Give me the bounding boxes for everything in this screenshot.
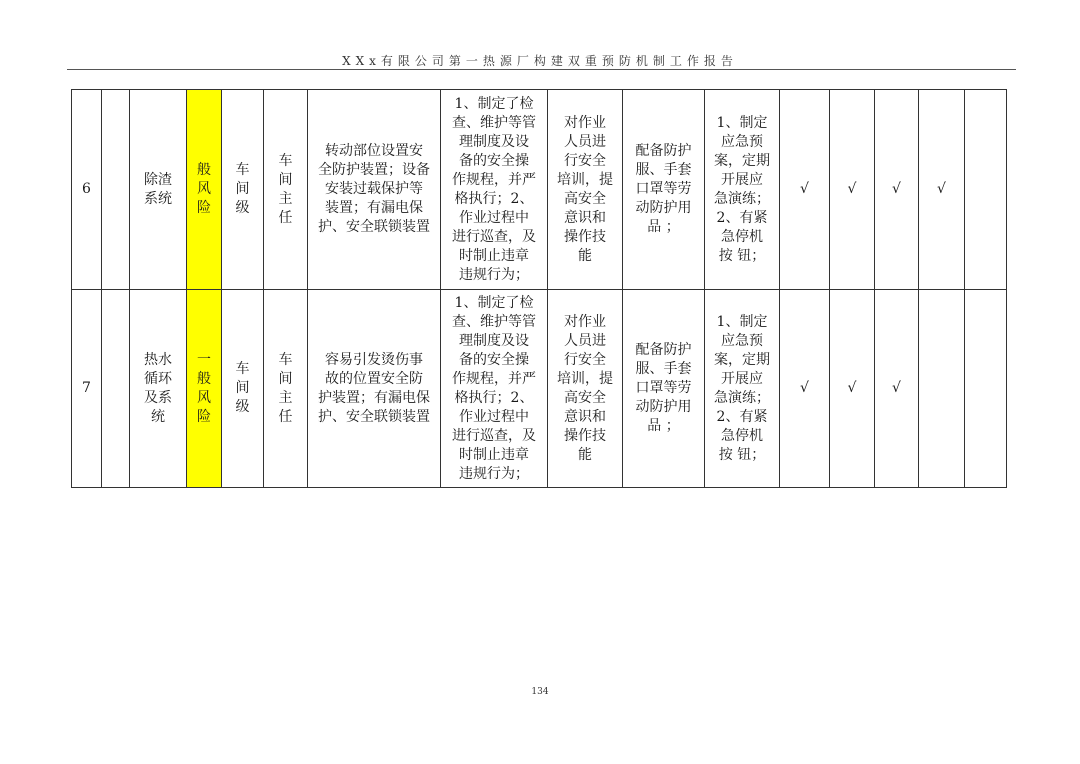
table-row [72,90,1007,290]
header-divider [67,69,1016,70]
check-mark [965,90,1007,290]
responsible-person: 车 间 主 任 [264,90,308,290]
check-mark: √ [875,90,919,290]
table-row [72,290,1007,488]
check-mark [919,290,965,488]
row-number: 7 [72,290,102,488]
training-measures: 对作业 人员进 行安全 培训，提 高安全 意识和 操作技 能 [548,90,623,290]
blank-cell [102,290,130,488]
engineering-measures: 转动部位设置安 全防护装置；设备 安装过载保护等 装置；有漏电保 护、安全联锁装置 [308,90,441,290]
emergency-measures: 1、制定 应急预 案，定期 开展应 急演练； 2、有紧 急停机 按 钮； [705,90,780,290]
blank-cell [102,90,130,290]
risk-control-table [71,89,1007,488]
system-name: 热水 循环 及系 统 [130,290,187,488]
emergency-measures: 1、制定 应急预 案，定期 开展应 急演练； 2、有紧 急停机 按 钮； [705,290,780,488]
control-level: 车 间 级 [222,290,264,488]
ppe-measures: 配备防护 服、手套 口罩等劳 动防护用 品 ； [623,90,705,290]
ppe-measures: 配备防护 服、手套 口罩等劳 动防护用 品 ； [623,290,705,488]
check-mark: √ [830,290,875,488]
check-mark: √ [780,90,830,290]
check-mark: √ [780,290,830,488]
responsible-person: 车 间 主 任 [264,290,308,488]
management-measures: 1、制定了检 查、维护等管 理制度及设 备的安全操 作规程，并严 格执行；2、 作业过程中 进行巡查，及 时制止违章 违规行为； [441,90,548,290]
risk-level: 一 般 风 险 [187,290,222,488]
row-number: 6 [72,90,102,290]
control-level: 车 间 级 [222,90,264,290]
page-number: 134 [531,687,549,697]
engineering-measures: 容易引发烫伤事 故的位置安全防 护装置；有漏电保 护、安全联锁装置 [308,290,441,488]
check-mark [965,290,1007,488]
check-mark: √ [830,90,875,290]
page-header-title: XXx有限公司第一热源厂构建双重预防机制工作报告 [342,54,738,68]
system-name: 除渣 系统 [130,90,187,290]
check-mark: √ [919,90,965,290]
risk-level: 般 风 险 [187,90,222,290]
management-measures: 1、制定了检 查、维护等管 理制度及设 备的安全操 作规程，并严 格执行；2、 作业过程中 进行巡查，及 时制止违章 违规行为； [441,290,548,488]
training-measures: 对作业 人员进 行安全 培训，提 高安全 意识和 操作技 能 [548,290,623,488]
check-mark: √ [875,290,919,488]
